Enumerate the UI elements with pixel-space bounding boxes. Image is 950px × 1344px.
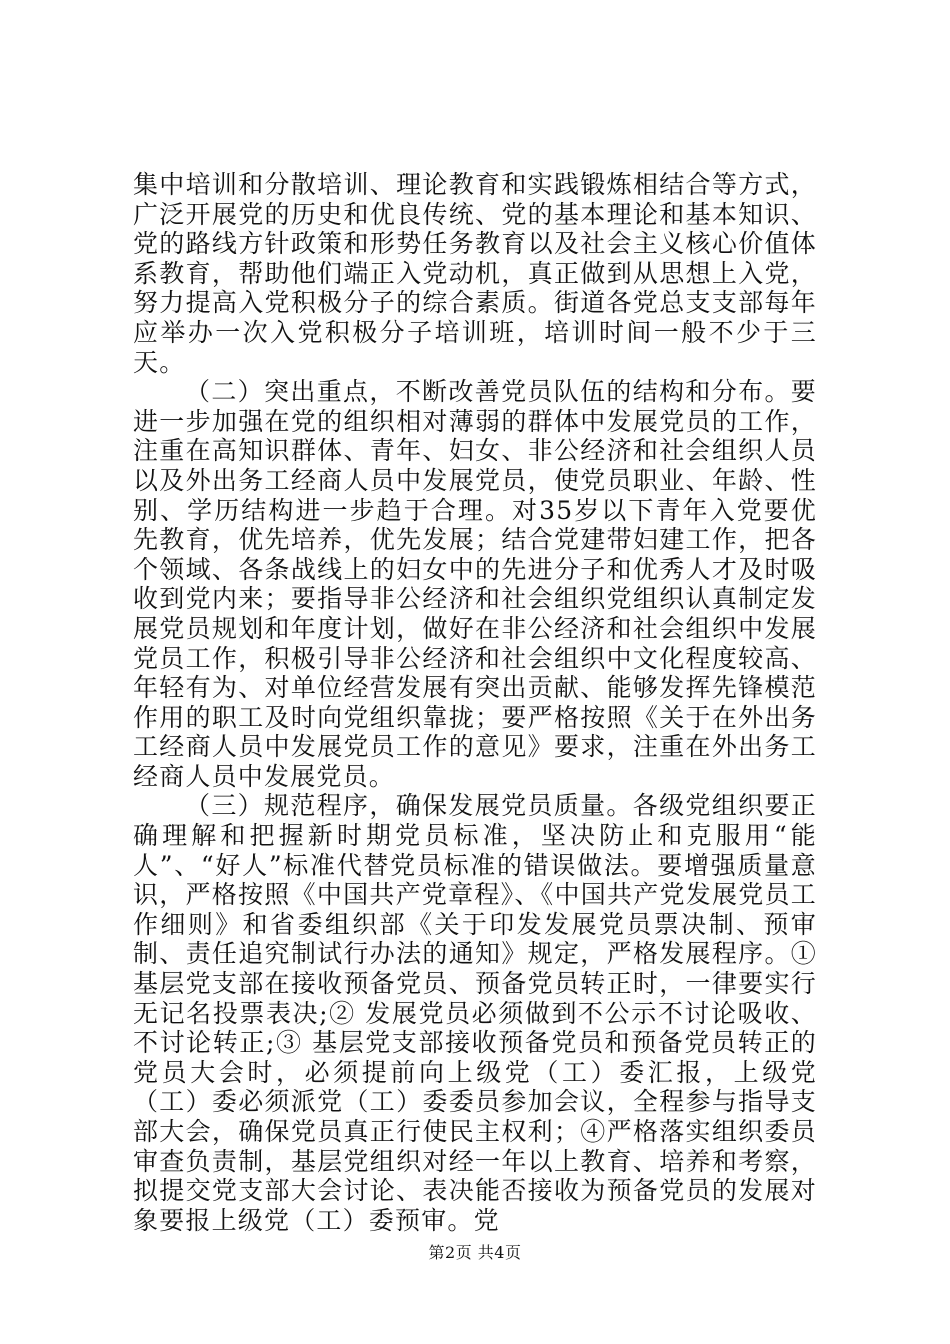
paragraph-key-points: （二）突出重点，不断改善党员队伍的结构和分布。要进一步加强在党的组织相对薄弱的群体中发展党员的工作，注重在高知识群体、青年、妇女、非公经济和社会组织人员以及外出务工经商人员中发展党员，使党员职业、年龄、性别、学历结构进一步趋于合理。对35岁以下青年入党要优先教育，优先培养，优先发展；结合党建带妇建工作，把各个领域、各条战线上的妇女中的先进分子和优秀人才及时吸收到党内来；要指导非公经济和社会组织党组织认真制定发展党员规划和年度计划，做好在非公经济和社会组织中发展党员工作，积极引导非公经济和社会组织中文化程度较高、年轻有为、对单位经营发展有突出贡献、能够发挥先锋模范作用的职工及时向党组织靠拢；要严格按照《关于在外出务工经商人员中发展党员工作的意见》要求，注重在外出务工经商人员中发展党员。 — [133, 377, 817, 791]
body-text — [133, 170, 817, 1235]
page-footer — [0, 1243, 950, 1263]
paragraph-procedures: （三）规范程序，确保发展党员质量。各级党组织要正确理解和把握新时期党员标准，坚决防止和克服用“能人”、“好人”标准代替党员标准的错误做法。要增强质量意识，严格按照《中国共产党章程》、《中国共产党发展党员工作细则》和省委组织部《关于印发发展党员票决制、预审制、责任追究制试行办法的通知》规定，严格发展程序。①基层党支部在接收预备党员、预备党员转正时，一律要实行无记名投票表决;② 发展党员必须做到不公示不讨论吸收、不讨论转正;③ 基层党支部接收预备党员和预备党员转正的党员大会时，必须提前向上级党（工）委汇报，上级党（工）委必须派党（工）委委员参加会议，全程参与指导支部大会，确保党员真正行使民主权利；④严格落实组织委员审查负责制，基层党组织对经一年以上教育、培养和考察，拟提交党支部大会讨论、表决能否接收为预备党员的发展对象要报上级党（工）委预审。党 — [133, 791, 817, 1235]
page-number: 第2页 共4页 — [428, 1243, 522, 1262]
paragraph-training: 集中培训和分散培训、理论教育和实践锻炼相结合等方式，广泛开展党的历史和优良传统、党的基本理论和基本知识、党的路线方针政策和形势任务教育以及社会主义核心价值体系教育，帮助他们端正入党动机，真正做到从思想上入党，努力提高入党积极分子的综合素质。街道各党总支支部每年应举办一次入党积极分子培训班，培训时间一般不少于三天。 — [133, 170, 817, 377]
